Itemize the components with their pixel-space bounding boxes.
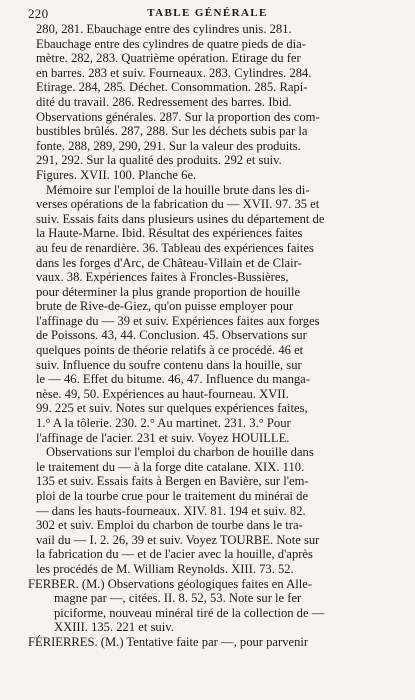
- text-line: 135 et suiv. Essais faits à Bergen en Bavière, sur l'em-: [36, 474, 309, 489]
- text-line: nèse. 49, 50. Expériences au haut-fourneau. XVII.: [36, 386, 289, 401]
- text-line: en barres. 283 et suiv. Fourneaux. 283. Cylindres. 284.: [36, 65, 312, 80]
- text-line: mètre. 282, 283. Quatrième opération. Etirage du fer: [36, 51, 301, 66]
- text-line: la Haute-Marne. Ibid. Résultat des expériences faites: [36, 226, 303, 241]
- text-line: de Poissons. 43, 44. Conclusion. 45. Observations sur: [36, 328, 307, 343]
- text-line: dans les forges d'Arc, de Château-Villain et de Clair-: [36, 255, 302, 270]
- text-line: Ebauchage entre des cylindres de quatre pieds de dia-: [36, 36, 306, 51]
- text-line: brute de Rive-de-Giez, qu'on puisse employer pour: [36, 299, 294, 314]
- running-header: [0, 4, 415, 24]
- text-line: 291, 292. Sur la qualité des produits. 292 et suiv.: [36, 153, 282, 168]
- text-line: fonte. 288, 289, 290, 291. Sur la valeur des produits.: [36, 138, 301, 153]
- text-line: 302 et suiv. Emploi du charbon de tourbe dans le tra-: [36, 518, 303, 533]
- text-line: piciforme, nouveau minéral tiré de la collection de —: [54, 605, 325, 620]
- text-line: les procédés de M. William Reynolds. XIII. 73. 52.: [36, 561, 294, 576]
- text-line: la fabrication du — et de l'acier avec la houille, d'après: [36, 547, 313, 562]
- text-line: Observations sur l'emploi du charbon de houille dans: [46, 445, 314, 460]
- text-line: Etirage. 284, 285. Déchet. Consommation. 285. Rapi-: [36, 80, 308, 95]
- text-line: le — 46. Effet du bitume. 46, 47. Influence du manga-: [36, 372, 310, 387]
- text-line: au feu de renardière. 36. Tableau des expériences faites: [36, 240, 314, 255]
- entry-heading-line: FÉRIERRES. (M.) Tentative faite par —, pour parvenir: [28, 634, 309, 649]
- text-line: Figures. XVII. 100. Planche 6e.: [36, 167, 197, 182]
- page-number: 220: [28, 6, 49, 21]
- text-line: le traitement du — à la forge dite catalane. XIX. 110.: [36, 459, 305, 474]
- text-line: Observations générales. 287. Sur la proportion des com-: [36, 109, 320, 124]
- text-line: suiv. Influence du soufre contenu dans la houille, sur: [36, 357, 302, 372]
- text-line: vail du — I. 2. 26, 39 et suiv. Voyez TOURBE. Note sur: [36, 532, 320, 547]
- text-line: magne par —, citées. II. 8. 52, 53. Note sur le fer: [54, 591, 302, 606]
- text-line: dité du travail. 286. Redressement des barres. Ibid.: [36, 94, 292, 109]
- entry-heading-line: FERBER. (M.) Observations géologiques faites en Alle-: [28, 576, 313, 591]
- text-line: 280, 281. Ebauchage entre des cylindres unis. 281.: [36, 22, 292, 36]
- text-line: l'affinage de l'acier. 231 et suiv. Voyez HOUILLE.: [36, 430, 290, 445]
- text-line: XXIII. 135. 221 et suiv.: [54, 620, 174, 635]
- text-line: vaux. 38. Expériences faites à Froncles-Bussières,: [36, 270, 289, 285]
- text-line: 1.° A la tôlerie. 230. 2.° Au martinet. 231. 3.° Pour: [36, 416, 291, 431]
- text-line: — dans les hauts-fourneaux. XIV. 81. 194 et suiv. 82.: [36, 503, 306, 518]
- text-line: pour déterminer la plus grande proportion de houille: [36, 284, 301, 299]
- text-line: suiv. Essais faits dans plusieurs usines du département de: [36, 211, 325, 226]
- text-line: 99. 225 et suiv. Notes sur quelques expériences faites,: [36, 401, 308, 416]
- running-title: TABLE GÉNÉRALE: [147, 7, 268, 19]
- text-line: quelques points de théorie relatifs à ce procédé. 46 et: [36, 343, 304, 358]
- text-line: ploi de la tourbe crue pour le traitement du minérai de: [36, 489, 309, 503]
- index-text-body: [28, 22, 391, 650]
- text-line: bustibles brûlés. 287, 288. Sur les déchets subis par la: [36, 124, 308, 139]
- text-line: verses opérations de la fabrication du — XVII. 97. 35 et: [36, 197, 320, 212]
- text-line: Mémoire sur l'emploi de la houille brute dans les di-: [46, 182, 310, 197]
- text-line: l'affinage du — 39 et suiv. Expériences faites aux forges: [36, 313, 320, 328]
